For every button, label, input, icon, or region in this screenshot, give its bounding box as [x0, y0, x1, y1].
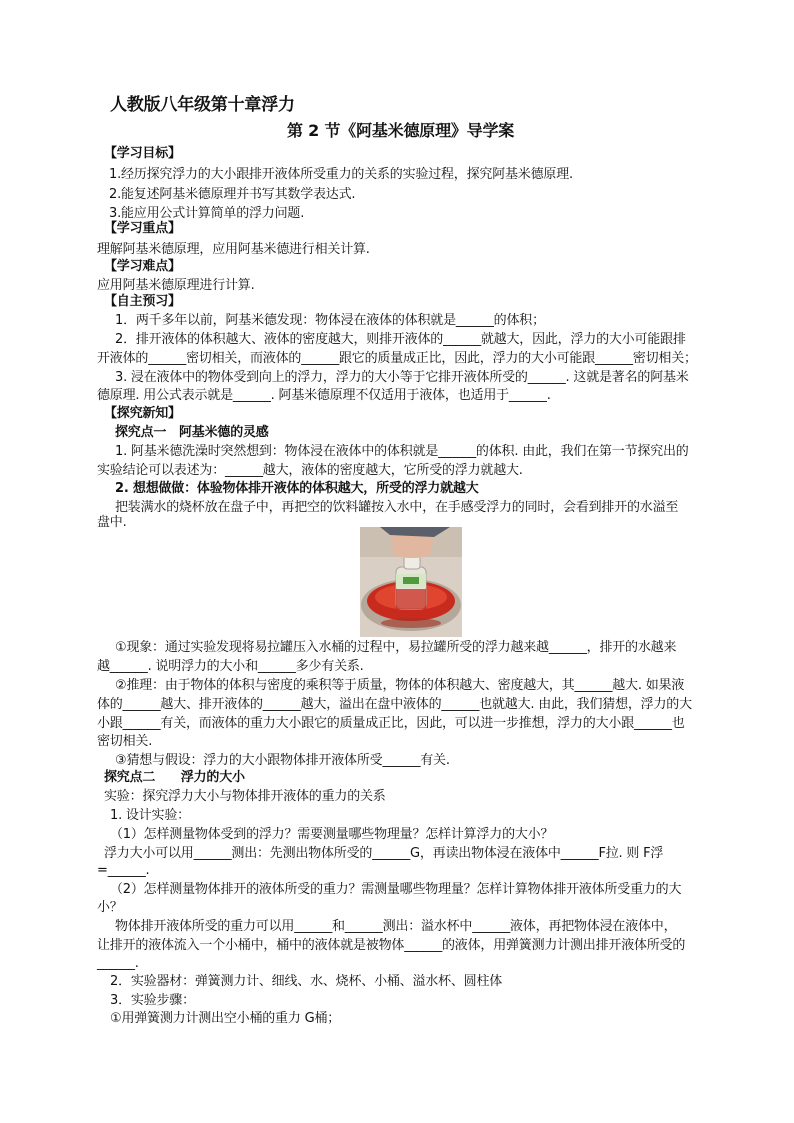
preview-line: 3. 浸在液体中的物体受到向上的浮力，浮力的大小等于它排开液体所受的______. 这就是著名的阿基米: [115, 370, 689, 385]
preview-line: 1．两千多年以前，阿基米德发现：物体浸在液体的体积就是______的体积；: [115, 313, 545, 328]
point2-line: 实验：探究浮力大小与物体排开液体的重力的关系: [104, 789, 386, 804]
point2-line: （1）怎样测量物体受到的浮力？需要测量哪些物理量？怎样计算浮力的大小？: [110, 827, 554, 842]
goal-item: 2.能复述阿基米德原理并书写其数学表达式.: [109, 187, 356, 202]
point2-line: 3．实验步骤：: [110, 993, 195, 1008]
point1-line: ③猜想与假设：浮力的大小跟物体排开液体所受______有关.: [115, 753, 450, 768]
point2-line: 让排开的液体流入一个小桶中，桶中的液体就是被物体______的液体，用弹簧测力计测出排开液体所受的: [97, 938, 686, 953]
point1-line: 越______. 说明浮力的大小和______多少有关系.: [97, 659, 364, 674]
point2-line: 2．实验器材：弹簧测力计、细线、水、烧杯、小桶、溢水杯、圆柱体: [110, 974, 503, 989]
point1-line: ①现象：通过实验发现将易拉罐压入水桶的过程中，易拉罐所受的浮力越来越______，排开的水越来: [115, 640, 677, 655]
point2-line: 1. 设计实验：: [110, 808, 190, 823]
point1-line: 小跟______有关，而液体的重力大小跟它的质量成正比，因此，可以进一步推想，浮力的大小跟______也: [97, 716, 685, 731]
point2-line: 浮力大小可以用______测出：先测出物体所受的______G，再读出物体浸在液体中______F拉. 则 F浮: [104, 846, 664, 861]
point1-line: 2. 想想做做：体验物体排开液体的体积越大，所受的浮力就越大: [115, 481, 479, 496]
photo-bottle-pressed-into-water: [360, 527, 462, 637]
section-title: 第 2 节《阿基米德原理》导学案: [287, 121, 515, 140]
preview-line: 2．排开液体的体积越大、液体的密度越大，则排开液体的______就越大，因此，浮力的大小可能跟排: [115, 332, 686, 347]
point2-line: ①用弹簧测力计测出空小桶的重力 G桶；: [110, 1011, 341, 1026]
goals-label: 【学习目标】: [104, 146, 181, 161]
goal-item: 1.经历探究浮力的大小跟排开液体所受重力的关系的实验过程，探究阿基米德原理.: [109, 167, 573, 182]
preview-line: 德原理. 用公式表示就是______. 阿基米德原理不仅适用于液体，也适用于______.: [97, 388, 551, 403]
difficulty-label: 【学习难点】: [104, 259, 181, 274]
goal-item: 3.能应用公式计算简单的浮力问题.: [109, 206, 305, 221]
focus-label: 【学习重点】: [104, 221, 181, 236]
point1-line: 实验结论可以表述为：______越大，液体的密度越大，它所受的浮力就越大.: [97, 463, 523, 478]
preview-label: 【自主预习】: [104, 294, 181, 309]
point2-line: （2）怎样测量物体排开的液体所受的重力？需测量哪些物理量？怎样计算物体排开液体所受重力的大: [110, 882, 682, 897]
point1-line: 1. 阿基米德洗澡时突然想到：物体浸在液体中的体积就是______的体积. 由此，我们在第一节探究出的: [115, 444, 689, 459]
point1-line: 把装满水的烧杯放在盘子中，再把空的饮料罐按入水中，在手感受浮力的同时，会看到排开的水溢至: [115, 500, 679, 515]
point1-line: 盘中.: [97, 515, 127, 530]
point2-line: 物体排开液体所受的重力可以用______和______测出：溢水杯中______液体，再把物体浸在液体中，: [115, 919, 677, 934]
point1-line: ②推理：由于物体的体积与密度的乘积等于质量，物体的体积越大、密度越大，其______越大. 如果液: [115, 678, 685, 693]
point1-line: 密切相关.: [97, 734, 153, 749]
difficulty-text: 应用阿基米德原理进行计算.: [97, 278, 255, 293]
point1-line: 体的______越大、排开液体的______越大，溢出在盘中液体的______也就越大. 由此，我们猜想，浮力的大: [97, 697, 692, 712]
photo-icon: [360, 527, 462, 637]
explore-label: 【探究新知】: [104, 406, 181, 421]
point2-heading: 探究点二 浮力的大小: [104, 770, 245, 785]
point2-line: =______.: [97, 863, 150, 878]
series-title: 人教版八年级第十章浮力: [110, 95, 295, 115]
point2-line: ______.: [97, 956, 139, 971]
point1-heading: 探究点一 阿基米德的灵感: [115, 425, 269, 440]
preview-line: 开液体的______密切相关，而液体的______跟它的质量成正比，因此，浮力的大小可能跟______密切相关；: [97, 351, 697, 366]
point2-line: 小？: [97, 900, 123, 915]
focus-text: 理解阿基米德原理，应用阿基米德进行相关计算.: [97, 242, 370, 257]
